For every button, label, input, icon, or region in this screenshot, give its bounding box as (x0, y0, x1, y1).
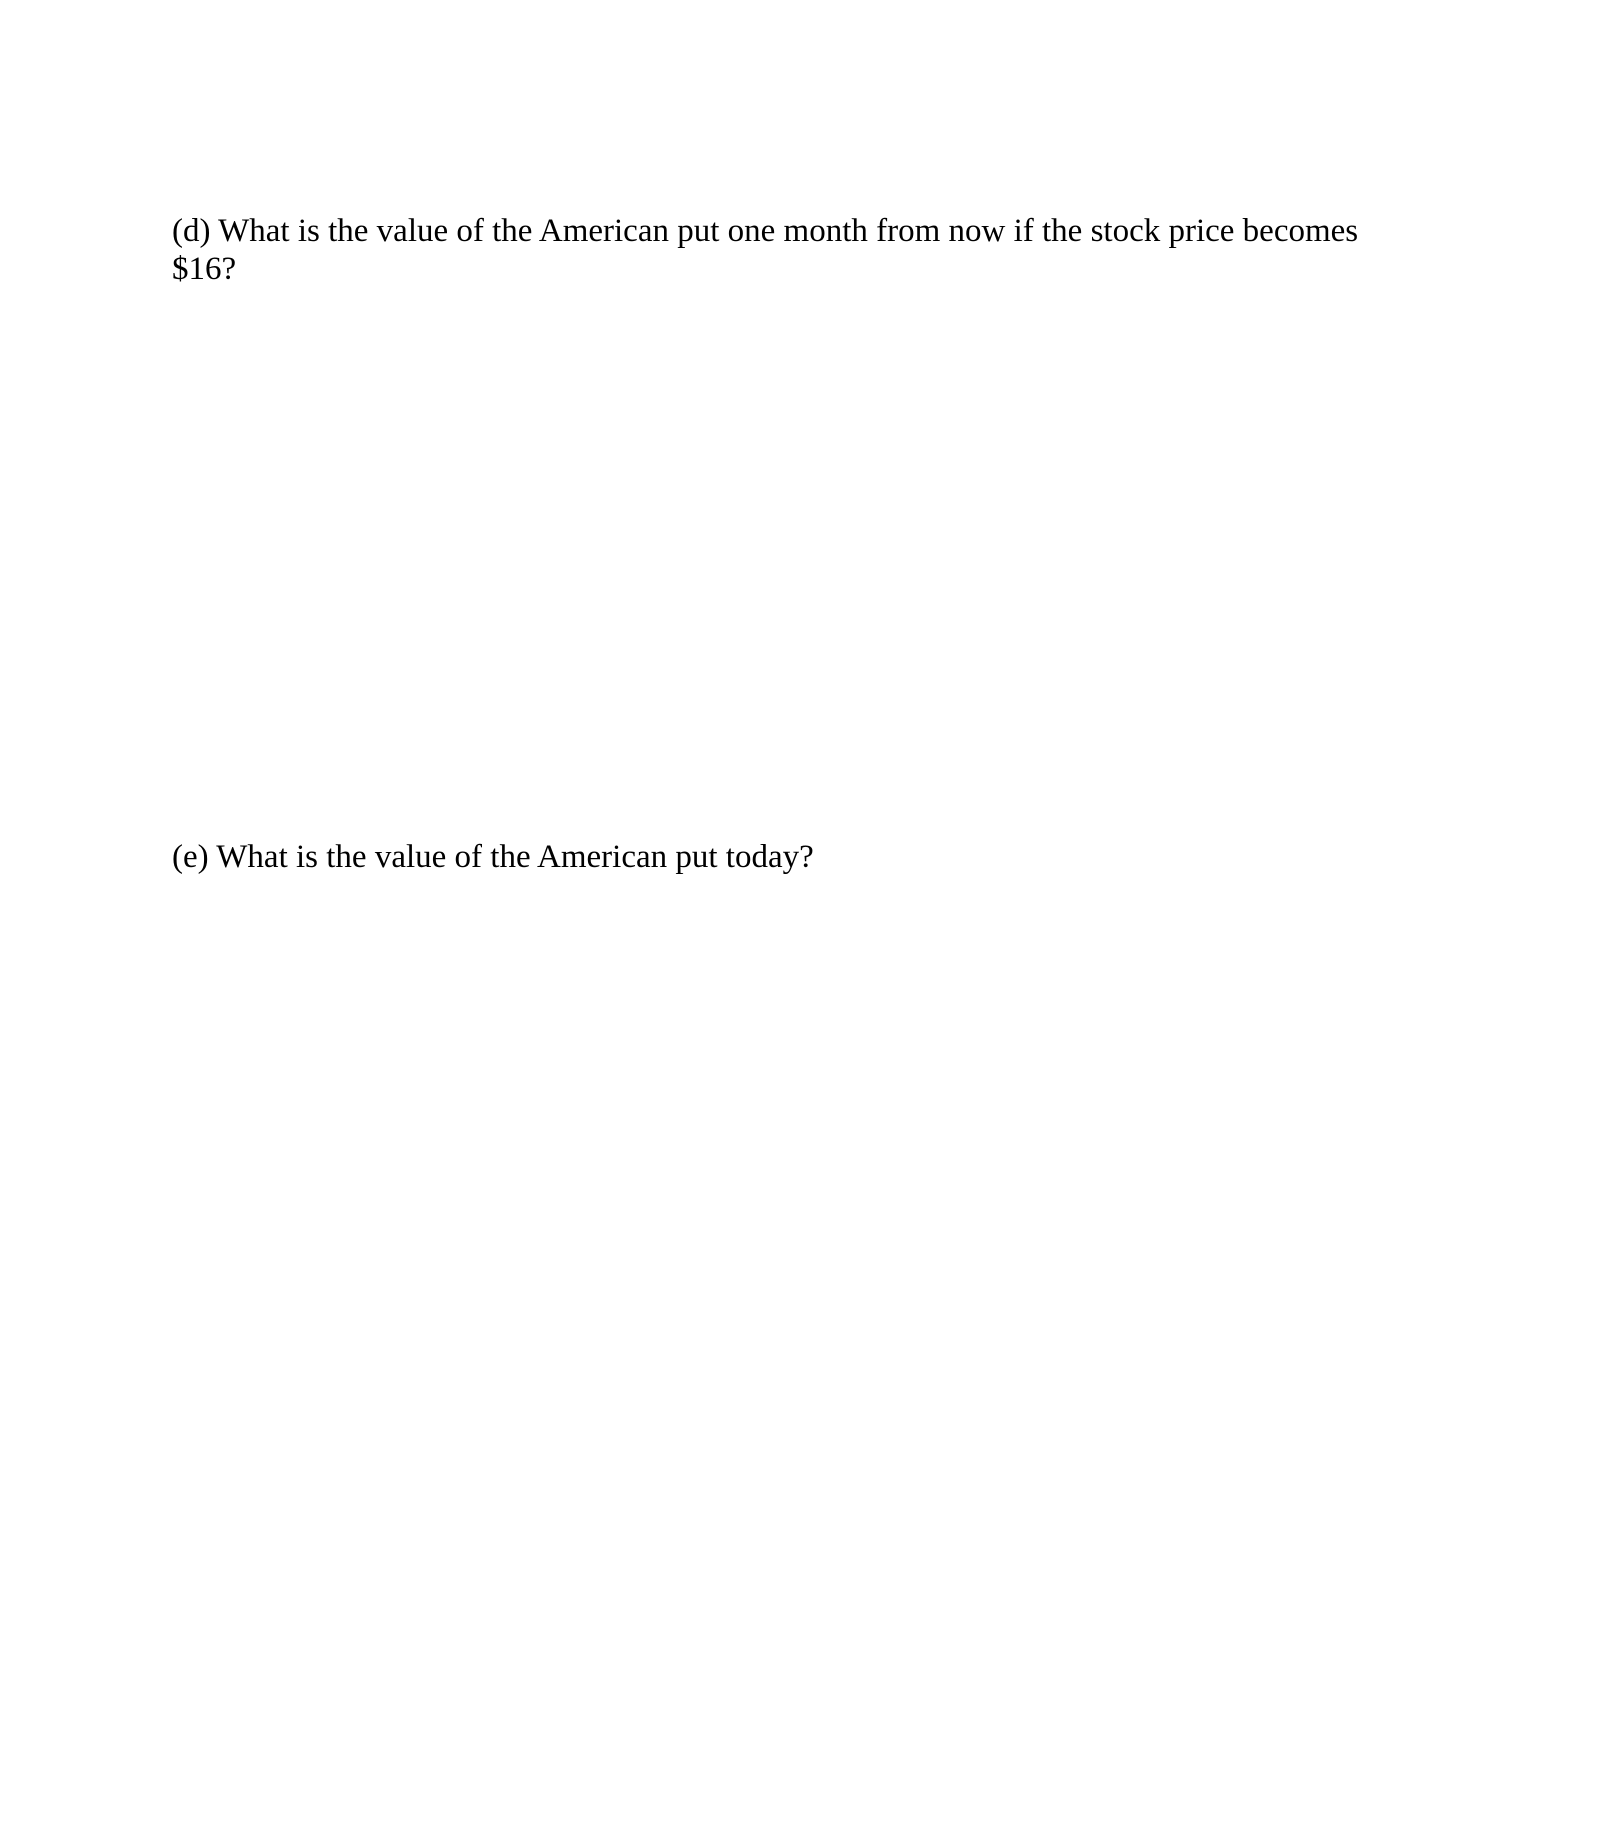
question-e: (e) What is the value of the American put today? (172, 839, 814, 875)
question-d: (d) What is the value of the American put one month from now if the stock price becomes $16? (172, 213, 1359, 287)
